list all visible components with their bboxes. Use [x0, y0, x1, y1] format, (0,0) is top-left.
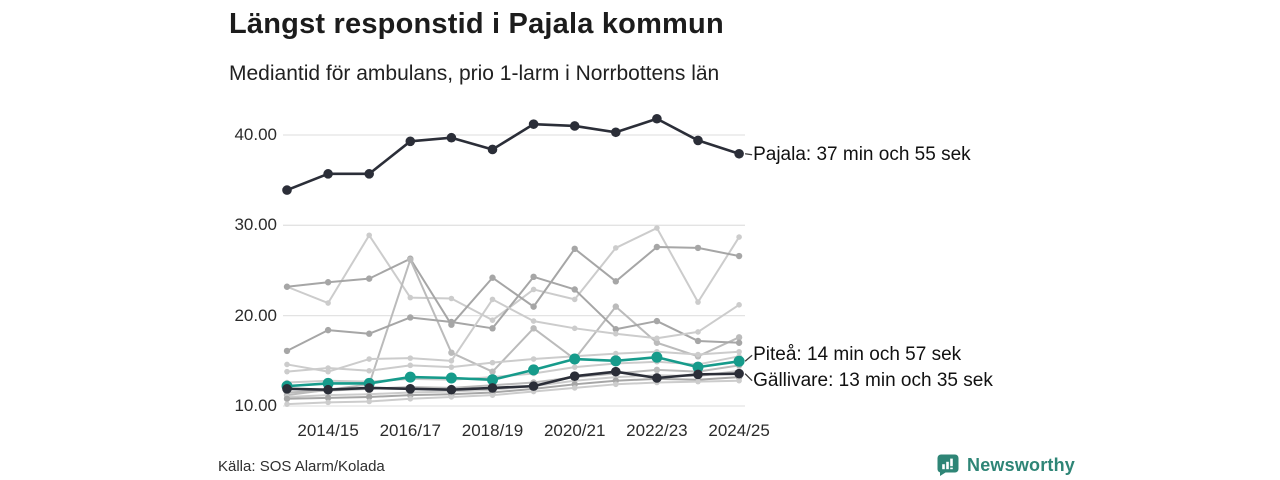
y-tick-10.00: 10.00 — [234, 395, 277, 415]
point-other-1-2015/16 — [366, 232, 372, 238]
y-tick-20.00: 20.00 — [234, 305, 277, 325]
point-other-1-2022/23 — [654, 225, 660, 231]
line-other-1 — [287, 228, 739, 320]
x-tick-2024-25: 2024/25 — [708, 421, 770, 440]
point-Pajala-2013/14 — [282, 185, 292, 195]
point-other-4-2018/19 — [489, 325, 495, 331]
annotation-connector-Pajala — [745, 154, 752, 155]
point-other-4-2016/17 — [407, 314, 413, 320]
point-Piteå-2021/22 — [610, 355, 621, 366]
point-other-11-2020/21 — [572, 385, 578, 391]
point-other-6-2015/16 — [366, 368, 372, 374]
point-other-4-2013/14 — [284, 348, 290, 354]
point-other-1-2014/15 — [325, 300, 331, 306]
point-other-1-2016/17 — [408, 295, 414, 301]
point-other-3-2019/20 — [530, 325, 536, 331]
annotation-Pajala: Pajala: 37 min och 55 sek — [753, 143, 971, 165]
newsworthy-wordmark: Newsworthy — [967, 454, 1076, 475]
newsworthy-brand — [936, 453, 1075, 477]
point-other-5-2013/14 — [284, 362, 290, 368]
point-other-3-2017/18 — [448, 349, 454, 355]
point-other-2-2023/24 — [695, 245, 701, 251]
point-other-5-2018/19 — [490, 297, 496, 303]
point-Gällivare-2022/23 — [652, 373, 662, 383]
point-other-11-2021/22 — [613, 382, 619, 388]
line-Pajala — [287, 119, 739, 190]
point-other-4-2020/21 — [572, 286, 578, 292]
chart-subtitle: Mediantid för ambulans, prio 1-larm i Norrbottens län — [229, 62, 720, 85]
point-Pajala-2020/21 — [570, 121, 580, 131]
point-other-4-2019/20 — [530, 274, 536, 280]
point-Gällivare-2016/17 — [406, 384, 416, 394]
point-other-4-2017/18 — [448, 319, 454, 325]
point-Gällivare-2017/18 — [447, 385, 457, 395]
y-tick-30.00: 30.00 — [234, 215, 277, 235]
point-Gällivare-2021/22 — [611, 367, 621, 377]
point-other-5-2020/21 — [572, 326, 578, 332]
point-other-5-2019/20 — [531, 318, 537, 324]
point-Pajala-2021/22 — [611, 127, 621, 137]
point-Pajala-2018/19 — [488, 145, 498, 155]
point-other-1-2019/20 — [531, 287, 537, 293]
point-other-11-2014/15 — [325, 400, 331, 406]
point-Piteå-2022/23 — [651, 352, 662, 363]
point-other-3-2016/17 — [407, 256, 413, 262]
point-Pajala-2017/18 — [447, 133, 457, 143]
point-Gällivare-2024/25 — [734, 369, 744, 379]
point-other-5-2021/22 — [613, 331, 619, 337]
point-other-5-2023/24 — [695, 329, 701, 335]
annotation-Gällivare: Gällivare: 13 min och 35 sek — [753, 369, 993, 391]
point-other-4-2015/16 — [366, 331, 372, 337]
y-tick-40.00: 40.00 — [234, 125, 277, 144]
point-other-11-2015/16 — [366, 399, 372, 405]
point-other-4-2022/23 — [654, 318, 660, 324]
point-Gällivare-2023/24 — [693, 370, 703, 380]
point-other-6-2016/17 — [408, 363, 414, 369]
point-Gällivare-2020/21 — [570, 371, 580, 381]
point-other-2-2020/21 — [572, 246, 578, 252]
point-other-11-2018/19 — [490, 392, 496, 398]
point-other-4-2014/15 — [325, 327, 331, 333]
point-other-5-2017/18 — [449, 358, 455, 364]
point-other-2-2019/20 — [530, 303, 536, 309]
annotation-connector-Gällivare — [745, 374, 752, 381]
point-other-11-2017/18 — [449, 394, 455, 400]
point-other-6-2018/19 — [490, 360, 496, 366]
chart-title: Längst responstid i Pajala kommun — [229, 8, 724, 40]
point-other-3-2021/22 — [613, 303, 619, 309]
point-other-5-2024/25 — [736, 302, 742, 308]
point-Piteå-2020/21 — [569, 354, 580, 365]
point-other-11-2013/14 — [284, 401, 290, 407]
point-Piteå-2019/20 — [528, 364, 539, 375]
point-other-2-2018/19 — [489, 275, 495, 281]
point-Pajala-2024/25 — [734, 149, 744, 159]
point-other-11-2024/25 — [736, 378, 742, 384]
annotation-connector-Piteå — [745, 355, 752, 361]
point-other-3-2018/19 — [489, 368, 495, 374]
point-other-6-2023/24 — [695, 352, 701, 358]
point-other-5-2022/23 — [654, 335, 660, 341]
point-other-6-2013/14 — [284, 369, 290, 375]
point-other-5-2015/16 — [366, 356, 372, 362]
point-Gällivare-2014/15 — [323, 385, 333, 395]
point-Pajala-2016/17 — [406, 137, 416, 147]
point-other-2-2022/23 — [654, 244, 660, 250]
source-note: Källa: SOS Alarm/Kolada — [218, 458, 385, 475]
point-other-1-2021/22 — [613, 245, 619, 251]
point-Gällivare-2015/16 — [364, 383, 374, 393]
point-other-1-2024/25 — [736, 234, 742, 240]
point-other-2-2021/22 — [613, 278, 619, 284]
point-other-11-2016/17 — [408, 396, 414, 402]
point-Gällivare-2019/20 — [529, 381, 539, 391]
point-other-1-2017/18 — [449, 296, 455, 302]
line-other-4 — [287, 277, 739, 351]
point-other-6-2017/18 — [449, 364, 455, 370]
annotation-Piteå: Piteå: 14 min och 57 sek — [753, 344, 962, 366]
newsworthy-logo-icon — [936, 453, 960, 477]
point-Gällivare-2013/14 — [282, 384, 292, 394]
point-Pajala-2022/23 — [652, 114, 662, 124]
point-Gällivare-2018/19 — [488, 383, 498, 393]
point-Pajala-2019/20 — [529, 119, 539, 129]
x-tick-2022-23: 2022/23 — [626, 421, 688, 440]
point-other-6-2019/20 — [531, 356, 537, 362]
point-other-1-2020/21 — [572, 297, 578, 303]
x-tick-2018-19: 2018/19 — [461, 421, 524, 440]
point-Pajala-2014/15 — [323, 169, 333, 179]
point-other-10-2013/14 — [284, 396, 290, 402]
point-other-4-2024/25 — [736, 340, 742, 346]
point-Pajala-2023/24 — [693, 136, 703, 146]
point-other-2-2015/16 — [366, 275, 372, 281]
point-other-6-2014/15 — [325, 365, 331, 371]
point-other-1-2018/19 — [490, 317, 496, 323]
point-Piteå-2016/17 — [405, 372, 416, 383]
x-tick-2014-15: 2014/15 — [297, 421, 359, 440]
point-Pajala-2015/16 — [364, 169, 374, 179]
point-other-11-2023/24 — [695, 379, 701, 385]
point-other-4-2023/24 — [695, 338, 701, 344]
x-tick-2016-17: 2016/17 — [379, 421, 442, 440]
x-tick-2020-21: 2020/21 — [543, 421, 606, 440]
point-other-1-2023/24 — [695, 299, 701, 305]
point-other-7-2020/21 — [572, 364, 578, 370]
point-Piteå-2024/25 — [734, 356, 745, 367]
point-other-2-2013/14 — [284, 284, 290, 290]
point-other-2-2014/15 — [325, 279, 331, 285]
point-Piteå-2017/18 — [446, 372, 457, 383]
point-other-5-2016/17 — [408, 355, 414, 361]
point-other-2-2024/25 — [736, 253, 742, 259]
point-other-8-2022/23 — [654, 367, 660, 373]
